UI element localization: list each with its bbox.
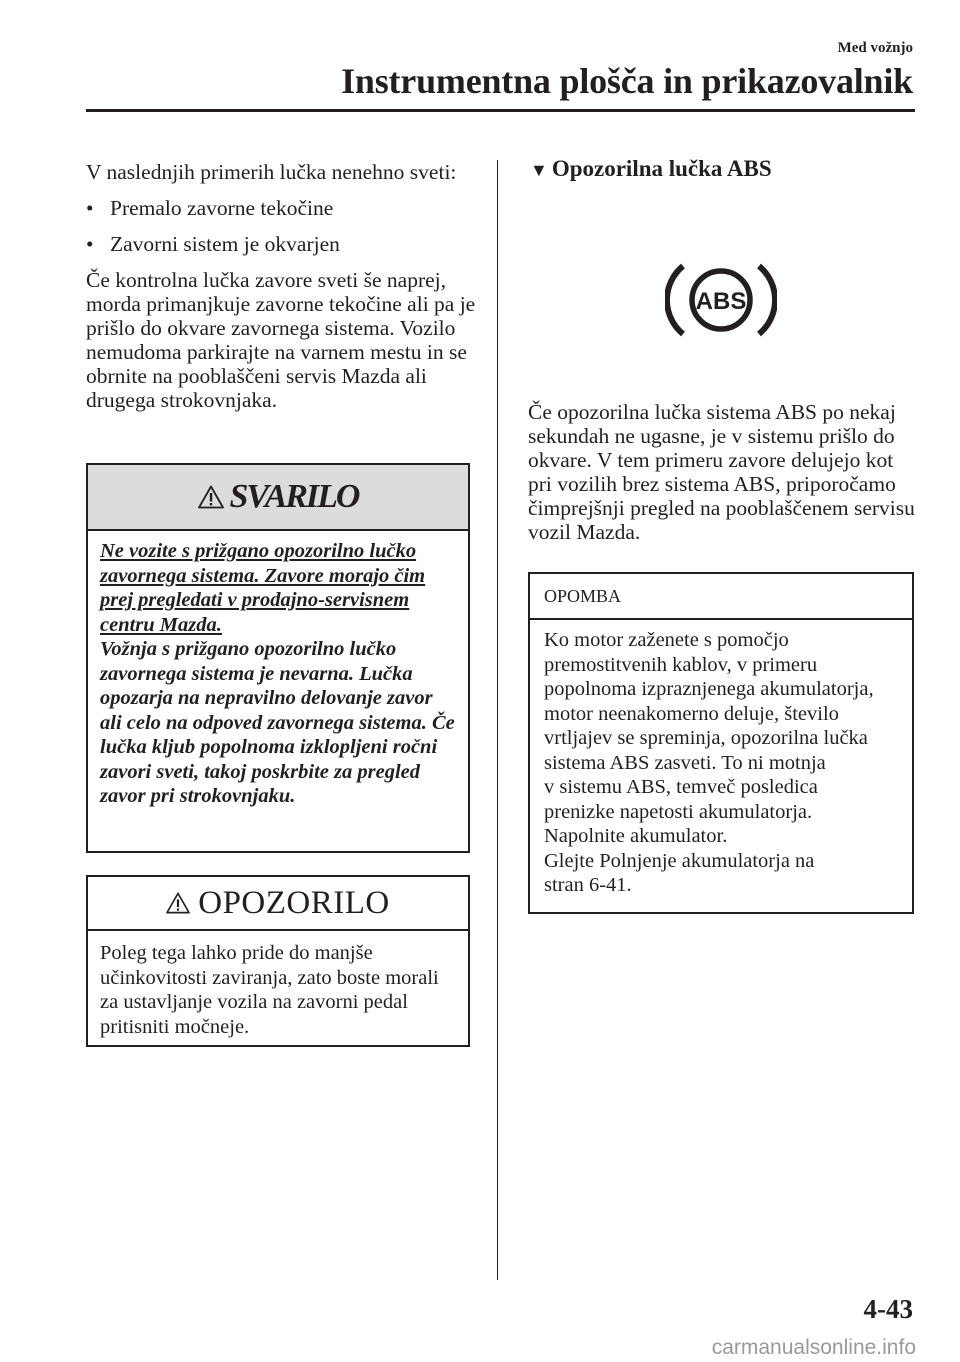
condition-list [86, 196, 481, 256]
note-line: Glejte Polnjenje akumulatorja na [544, 849, 815, 872]
note-line: popolnoma izpraznjenega akumulatorja, [544, 678, 874, 700]
caution-header [88, 877, 468, 931]
list-item: • Premalo zavorne tekočine [86, 196, 481, 220]
abs-section-heading [530, 156, 772, 182]
warning-title: SVARILO [229, 478, 359, 515]
list-item: • Zavorni sistem je okvarjen [86, 232, 481, 256]
note-line: v sistemu ABS, temveč posledica [544, 776, 818, 798]
note-line: Napolnite akumulator. [544, 825, 728, 847]
note-line: Ko motor zaženete s pomočjo [544, 629, 789, 651]
watermark: carmanualsonline.info [711, 1336, 916, 1359]
abs-paragraph: Če opozorilna lučka sistema ABS po nekaj sekundah ne ugasne, je v sistemu prišlo do okvare. V tem primeru zavore delujejo kot pri vozilih brez sistema ABS, priporočamo čimprejšnji pregled na pooblaščenem servisu vozil Mazda. [528, 400, 915, 544]
page-number: 4-43 [863, 1294, 913, 1324]
caution-text: Poleg tega lahko pride do manjše učinkovitosti zaviranja, zato boste morali za ustavljanje vozila na zavorni pedal pritisniti močneje. [100, 942, 439, 1038]
note-line: stran 6-41. [544, 874, 632, 896]
warning-triangle-icon [198, 485, 224, 509]
warning-box [86, 463, 470, 853]
intro-text: V naslednjih primerih lučka nenehno sveti: [86, 160, 457, 184]
note-line: premostitvenih kablov, v primeru [544, 653, 818, 676]
warning-body [88, 531, 468, 809]
header-divider [86, 109, 915, 112]
warning-header [88, 465, 468, 531]
warning-text: Vožnja s prižgano opozorilno lučko zavornega sistema je nevarna. Lučka opozarja na nepravilno delovanje zavor ali celo na odpoved zavornega sistema. Če lučka kljub popolnoma izklopljeni ročni zavori sveti, takoj poskrbite za pregled zavor pri strokovnjaku. [100, 638, 455, 807]
note-body [530, 620, 912, 898]
chapter-title: Instrumentna plošča in prikazovalnik [341, 61, 913, 101]
caution-box [86, 875, 470, 1047]
left-column [86, 160, 481, 412]
section-label: Med vožnjo [837, 40, 913, 56]
abs-warning-light-icon [665, 260, 777, 340]
note-line: sistema ABS zasveti. To ni motnja [544, 751, 826, 774]
abs-icon-label: ABS [695, 288, 747, 315]
note-line: prenizke napetosti akumulatorja. [544, 800, 813, 823]
note-line: vrtljajev se spreminja, opozorilna lučka [544, 727, 868, 749]
note-title: OPOMBA [530, 574, 912, 620]
column-divider [497, 160, 498, 1280]
caution-title: OPOZORILO [198, 884, 390, 921]
warning-emphasis: Ne vozite s prižgano opozorilno lučko zavornega sistema. Zavore morajo čim prej pregledati v prodajno-servisnem centru Mazda. [100, 540, 426, 636]
abs-section-title: Opozorilna lučka ABS [551, 156, 772, 181]
triangle-down-icon: ▼ [530, 160, 548, 180]
note-box [528, 572, 914, 914]
warning-triangle-icon [166, 892, 190, 914]
note-line: motor neenakomerno deluje, število [544, 702, 839, 725]
brake-light-paragraph: Če kontrolna lučka zavore sveti še naprej, morda primanjkuje zavorne tekočine ali pa je prišlo do okvare zavornega sistema. Vozilo nemudoma parkirajte na varnem mestu in se obrnite na pooblaščeni servis Mazda ali drugega strokovnjaka. [86, 268, 476, 412]
